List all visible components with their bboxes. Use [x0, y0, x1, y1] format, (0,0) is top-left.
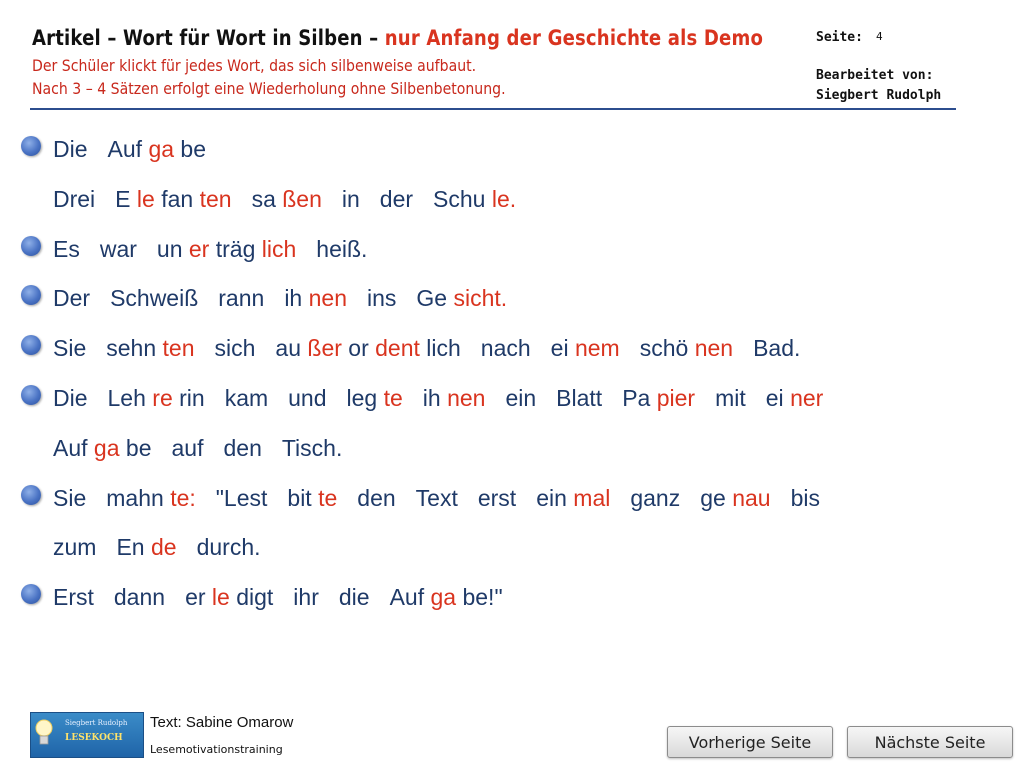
syllable: te: [170, 484, 196, 511]
syllable: auf [171, 434, 204, 461]
syllable: un [156, 235, 183, 262]
syllable: nem [574, 335, 620, 362]
word[interactable] [556, 385, 602, 411]
story-line [53, 136, 226, 168]
syllable: Ge [416, 285, 448, 312]
syllable: er [185, 584, 206, 611]
syllable: sehn [106, 335, 157, 362]
syllable: den [223, 434, 262, 461]
bullet-icon [21, 335, 41, 355]
syllable: ga [430, 584, 457, 611]
word[interactable] [110, 285, 198, 311]
syllable: ner [790, 385, 824, 411]
syllable: die [338, 584, 370, 611]
word[interactable] [357, 485, 395, 511]
word[interactable] [108, 136, 207, 162]
syllable: le. [491, 185, 517, 212]
syllable: ihr [293, 584, 319, 611]
word[interactable] [218, 285, 264, 311]
syllable: mahn [106, 484, 164, 511]
course-name: Lesemotivationstraining [150, 743, 283, 756]
syllable: leg [346, 385, 378, 411]
syllable: ge [700, 484, 726, 511]
syllable: träg [215, 235, 256, 262]
lightbulb-icon [35, 718, 53, 748]
syllable: der [379, 185, 414, 212]
word[interactable] [791, 485, 820, 511]
syllable: Erst [53, 584, 94, 611]
syllable: lich [426, 335, 461, 362]
syllable: au [275, 335, 301, 362]
syllable: ganz [630, 484, 681, 511]
syllable: Die [53, 136, 88, 162]
previous-page-button[interactable]: Vorherige Seite [667, 726, 833, 758]
word[interactable] [106, 335, 194, 361]
word[interactable] [347, 385, 403, 411]
syllable: bis [790, 484, 820, 511]
word[interactable] [53, 285, 90, 311]
word[interactable] [481, 335, 531, 361]
word[interactable] [53, 136, 88, 162]
word[interactable] [284, 285, 347, 311]
syllable: Es [53, 235, 80, 262]
syllable: Schweiß [110, 285, 199, 312]
word[interactable] [223, 435, 261, 461]
syllable: ein [536, 484, 567, 511]
logo-brand: LESEKOCH [65, 733, 123, 743]
word[interactable] [505, 385, 536, 411]
syllable: war [99, 235, 137, 262]
word[interactable] [197, 534, 261, 560]
syllable: Auf [389, 584, 425, 611]
bullet-icon [21, 485, 41, 505]
word[interactable] [339, 584, 370, 610]
word[interactable] [536, 485, 610, 511]
story-line [53, 584, 523, 616]
syllable: Text [415, 484, 458, 511]
syllable: mal [573, 484, 611, 511]
syllable: En [116, 534, 145, 561]
syllable: de [150, 534, 177, 561]
syllable: er [188, 235, 210, 262]
story-line [53, 236, 387, 268]
word[interactable] [185, 584, 273, 610]
bullet-icon [21, 136, 41, 156]
word[interactable] [390, 584, 503, 610]
word[interactable] [106, 485, 196, 511]
word[interactable] [275, 335, 460, 361]
word[interactable] [215, 335, 256, 361]
lesekoch-logo [30, 712, 144, 758]
story-line [53, 335, 820, 367]
page-title [32, 26, 763, 50]
instruction-line-1: Der Schüler klickt für jedes Wort, das sich silbenweise aufbaut. [32, 56, 477, 75]
story-line [53, 435, 362, 467]
word[interactable] [416, 285, 507, 311]
syllable: Die [53, 385, 88, 411]
syllable: Sie [53, 484, 87, 511]
syllable: rann [218, 285, 265, 312]
syllable: Blatt [556, 385, 603, 411]
bullet-icon [21, 385, 41, 405]
syllable: und [288, 385, 327, 411]
syllable: ten [199, 185, 232, 212]
word[interactable] [53, 435, 152, 461]
word[interactable] [225, 385, 268, 411]
syllable: nau [732, 484, 771, 511]
word[interactable] [53, 186, 95, 212]
word[interactable] [116, 534, 176, 560]
word[interactable] [293, 584, 319, 610]
word[interactable] [53, 385, 88, 411]
syllable: Der [53, 285, 91, 312]
word[interactable] [172, 435, 204, 461]
word[interactable] [287, 485, 337, 511]
logo-author: Siegbert Rudolph [65, 719, 128, 727]
syllable: "Lest [215, 484, 268, 511]
syllable: bit [287, 484, 312, 511]
syllable: ei [550, 335, 569, 362]
syllable: Schu [433, 185, 486, 212]
syllable: fan [161, 185, 194, 212]
syllable: sicht. [453, 285, 508, 312]
syllable: ßen [282, 185, 322, 212]
syllable: lich [261, 235, 297, 262]
word[interactable] [157, 236, 296, 262]
syllable: or [348, 335, 369, 362]
header-divider [30, 108, 956, 110]
bullet-icon [21, 584, 41, 604]
syllable: pier [656, 385, 696, 411]
syllable: ga [93, 434, 120, 461]
word[interactable] [115, 186, 231, 212]
syllable: kam [224, 385, 269, 411]
word[interactable] [416, 485, 458, 511]
word[interactable] [53, 236, 80, 262]
syllable: Auf [53, 434, 88, 461]
word[interactable] [252, 186, 322, 212]
word[interactable] [630, 485, 680, 511]
syllable: ga [148, 136, 175, 162]
syllable: sa [251, 185, 276, 212]
word[interactable] [282, 435, 343, 461]
syllable: dann [113, 584, 166, 611]
bullet-icon [21, 285, 41, 305]
syllable: Sie [53, 335, 87, 362]
syllable: nen [694, 335, 734, 362]
syllable: rin [179, 385, 205, 411]
word[interactable] [433, 186, 516, 212]
word[interactable] [715, 385, 746, 411]
editor-name: Siegbert Rudolph [816, 88, 942, 103]
syllable: nen [447, 385, 486, 411]
word[interactable] [100, 236, 137, 262]
syllable: Leh [107, 385, 146, 411]
syllable: le [136, 185, 155, 212]
word[interactable] [551, 335, 620, 361]
word[interactable] [423, 385, 486, 411]
word[interactable] [622, 385, 695, 411]
story-line [53, 285, 527, 317]
syllable: Bad. [753, 335, 801, 362]
syllable: durch. [196, 534, 261, 561]
syllable: Drei [53, 185, 96, 212]
syllable: ein [505, 385, 537, 411]
bullet-icon [21, 236, 41, 256]
word[interactable] [380, 186, 413, 212]
syllable: ih [284, 285, 303, 312]
syllable: Pa [622, 385, 651, 411]
syllable: heiß. [316, 235, 368, 262]
word[interactable] [316, 236, 367, 262]
syllable: schö [639, 335, 689, 362]
word[interactable] [53, 335, 86, 361]
page-number: 4 [876, 30, 883, 43]
syllable: mit [715, 385, 746, 411]
next-page-button[interactable]: Nächste Seite [847, 726, 1013, 758]
syllable: be [180, 136, 207, 162]
title-demo-note: nur Anfang der Geschichte als Demo [384, 26, 764, 50]
syllable: Tisch. [281, 434, 343, 461]
syllable: digt [236, 584, 274, 611]
word[interactable] [342, 186, 360, 212]
syllable: nen [308, 285, 347, 312]
syllable: zum [53, 534, 97, 561]
syllable: E [115, 185, 131, 212]
syllable: be [125, 434, 152, 461]
word[interactable] [53, 485, 86, 511]
syllable: erst [477, 484, 517, 511]
text-credit: Text: Sabine Omarow [150, 714, 294, 731]
word[interactable] [53, 584, 94, 610]
title-main: Artikel – Wort für Wort in Silben – [32, 26, 385, 50]
syllable: in [341, 185, 360, 212]
syllable: be!" [462, 584, 503, 611]
word[interactable] [753, 335, 800, 361]
word[interactable] [114, 584, 165, 610]
story-line [53, 385, 843, 417]
syllable: ßer [307, 335, 342, 362]
syllable: den [357, 484, 396, 511]
syllable: sich [214, 335, 256, 362]
page-label: Seite: [816, 30, 863, 45]
syllable: te [318, 484, 338, 511]
syllable: Auf [107, 136, 143, 162]
syllable: dent [375, 335, 420, 362]
word[interactable] [640, 335, 733, 361]
story-line [53, 485, 840, 517]
syllable: te [383, 385, 403, 411]
word[interactable] [288, 385, 326, 411]
syllable: ih [422, 385, 441, 411]
story-line [53, 186, 536, 218]
edited-by-label: Bearbeitet von: [816, 68, 934, 83]
instruction-line-2: Nach 3 – 4 Sätzen erfolgt eine Wiederholung ohne Silbenbetonung. [32, 79, 506, 98]
syllable: ei [765, 385, 784, 411]
syllable: ten [162, 335, 195, 362]
story-line [53, 534, 281, 566]
syllable: ins [366, 285, 397, 312]
header [0, 0, 1024, 112]
word[interactable] [766, 385, 824, 411]
syllable: nach [480, 335, 531, 362]
word[interactable] [700, 485, 770, 511]
word[interactable] [216, 485, 268, 511]
syllable: re [152, 385, 173, 411]
word[interactable] [478, 485, 516, 511]
word[interactable] [53, 534, 96, 560]
syllable: le [211, 584, 230, 611]
word[interactable] [367, 285, 396, 311]
word[interactable] [108, 385, 205, 411]
